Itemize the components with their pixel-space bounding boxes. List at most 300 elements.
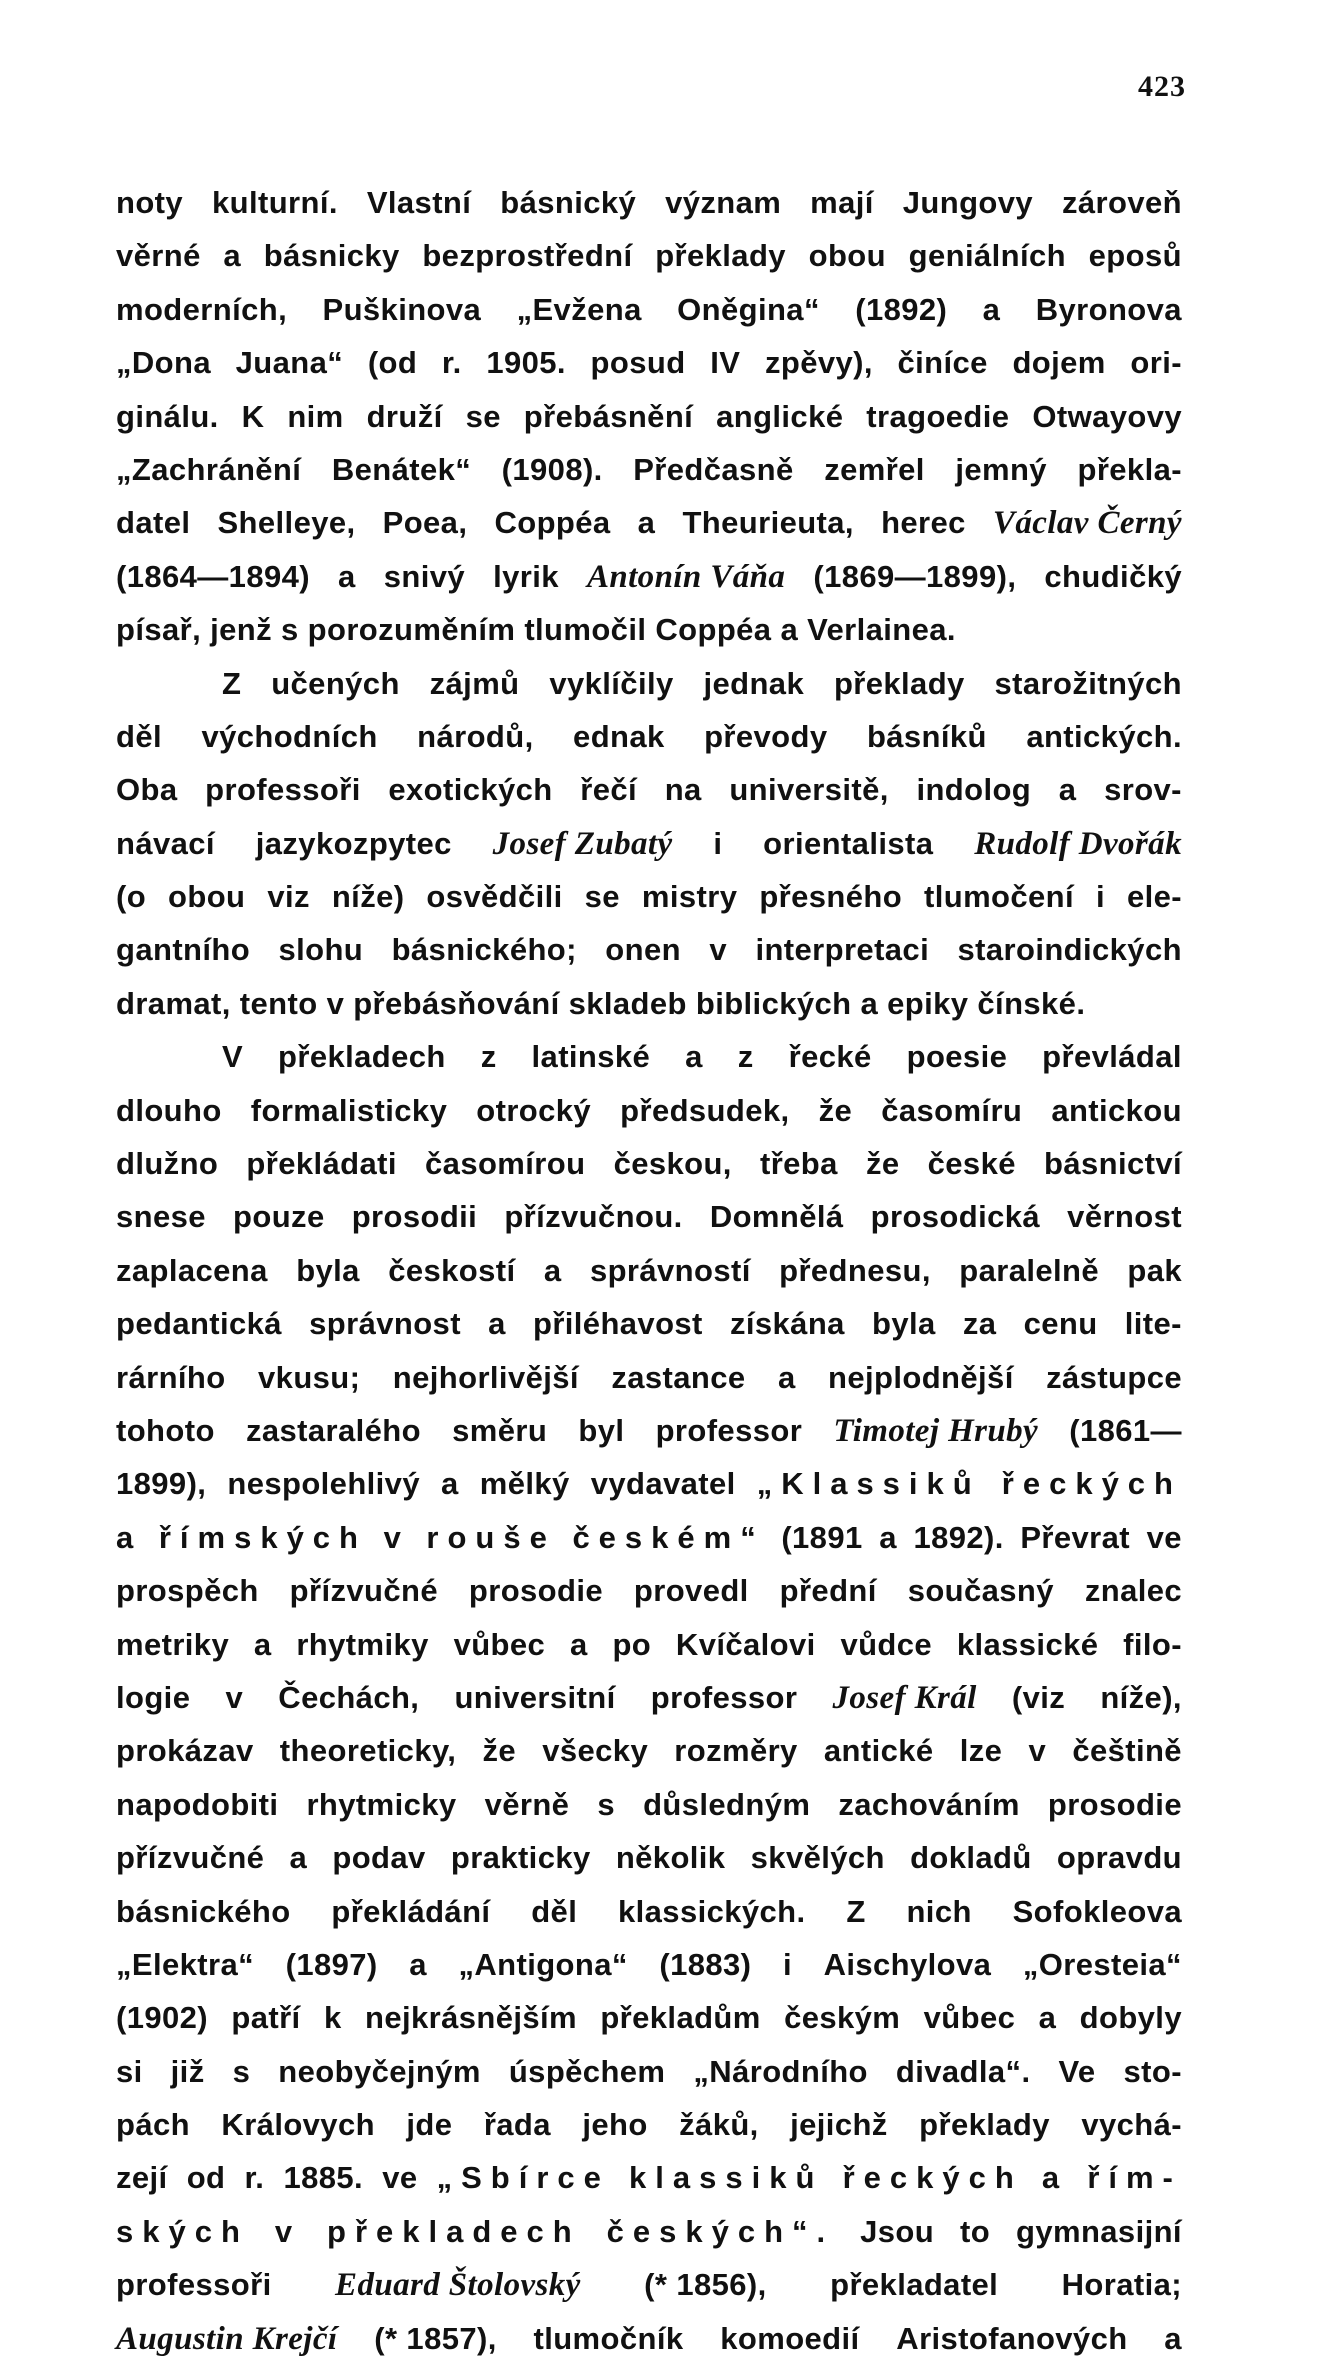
- word: východních: [201, 718, 378, 754]
- italic-name: Rudolf Dvořák: [974, 825, 1182, 862]
- word: anglické: [716, 398, 844, 434]
- word: a: [685, 1039, 703, 1075]
- word: staroindických: [957, 932, 1182, 968]
- word: Z: [222, 665, 242, 701]
- word: a: [289, 1840, 308, 1876]
- word: rhytmiky: [296, 1626, 429, 1662]
- word: (* 1857),: [374, 2320, 497, 2356]
- text-line: [116, 977, 1182, 1030]
- word: přední: [779, 1573, 877, 1609]
- text-line: [116, 1084, 1182, 1137]
- word: řečí: [580, 772, 638, 808]
- word: návací: [116, 825, 215, 861]
- word: tragoedie: [866, 398, 1010, 434]
- word: „Oresteia“: [1022, 1946, 1182, 1982]
- word: přízvučnou.: [504, 1199, 683, 1235]
- word: 1905.: [486, 345, 566, 381]
- word: gymnasijní: [1016, 2213, 1182, 2249]
- word: ednak: [573, 718, 665, 754]
- word: ori-: [1130, 345, 1182, 381]
- word: zastaralého: [245, 1412, 421, 1448]
- word: překladatel: [830, 2267, 999, 2303]
- word: ele-: [1126, 879, 1182, 915]
- text-line: [116, 176, 1182, 229]
- word: mají: [810, 185, 874, 220]
- word: „Zachránění: [116, 451, 302, 487]
- word: básnického: [116, 1893, 291, 1929]
- word: jemný: [955, 451, 1047, 487]
- word: níže): [331, 879, 405, 915]
- word: Byronova: [1035, 291, 1182, 327]
- word: překladech: [278, 1039, 446, 1075]
- spaced-title: v: [383, 1519, 410, 1555]
- word: Kvíčalovi: [675, 1626, 816, 1662]
- word: získána: [729, 1306, 845, 1342]
- word: že: [482, 1733, 517, 1769]
- text-line: [116, 283, 1182, 336]
- word: Oba: [116, 772, 178, 808]
- italic-name: Václav Černý: [992, 505, 1182, 542]
- word: pách: [116, 2107, 190, 2143]
- word: s: [597, 1786, 616, 1822]
- word: českou,: [613, 1146, 732, 1182]
- word: patří: [231, 2000, 301, 2036]
- word: professoři: [205, 772, 361, 808]
- text-line: [116, 2312, 1182, 2365]
- word: překla-: [1077, 451, 1182, 487]
- word: prosodii: [351, 1199, 478, 1235]
- word: klassické: [956, 1626, 1099, 1662]
- word: a: [1058, 772, 1077, 808]
- word: děl: [116, 718, 162, 754]
- word: K: [241, 398, 265, 434]
- text-line: [116, 1564, 1182, 1617]
- word: „Dona: [116, 345, 211, 381]
- word: nespolehlivý: [227, 1466, 420, 1502]
- word: (* 1856),: [644, 2267, 767, 2303]
- word: jednak: [703, 665, 805, 701]
- word: i: [782, 1946, 792, 1982]
- word: zájmů: [429, 665, 520, 701]
- word: věrně: [484, 1786, 570, 1822]
- word: básnického;: [391, 932, 577, 968]
- spaced-title: rouše: [426, 1519, 556, 1555]
- word: byla: [296, 1252, 360, 1288]
- word: (1869—1899),: [813, 558, 1017, 594]
- word: přebásnění: [523, 398, 694, 434]
- word: sto-: [1123, 2053, 1182, 2089]
- word: ve: [1146, 1519, 1182, 1555]
- word: (1902): [116, 2000, 209, 2036]
- word: Královych: [221, 2107, 375, 2143]
- word: 1885.: [283, 2160, 364, 2196]
- word: interpretaci: [755, 932, 930, 968]
- spaced-title: a: [1041, 2160, 1069, 2196]
- word: Aristofanových: [896, 2320, 1128, 2356]
- text-line: [116, 2045, 1182, 2098]
- text-line: [116, 390, 1182, 443]
- text-line: [116, 1137, 1182, 1190]
- word: „Evžena: [516, 291, 642, 327]
- word: prokázav: [116, 1733, 254, 1769]
- word: přiléhavost: [532, 1306, 703, 1342]
- text-line: [116, 229, 1182, 282]
- word: a: [777, 1359, 796, 1395]
- word: filo-: [1123, 1626, 1182, 1662]
- word: byla: [872, 1306, 936, 1342]
- word: universitě,: [729, 772, 889, 808]
- word: Vlastní: [366, 185, 472, 220]
- text-line: [116, 1671, 1182, 1724]
- word: zpěvy),: [764, 345, 873, 381]
- word: časomírou: [425, 1146, 586, 1182]
- text-line: [116, 1511, 1182, 1564]
- body-text: [116, 176, 1182, 2365]
- spaced-title: českém“: [572, 1519, 765, 1555]
- word: indolog: [916, 772, 1032, 808]
- word: professor: [655, 1412, 803, 1448]
- word: „Národního: [693, 2053, 868, 2089]
- text-line: [116, 817, 1182, 870]
- word: Předčasně: [633, 451, 794, 487]
- word: převládal: [1042, 1039, 1182, 1075]
- word: zaplacena: [116, 1252, 268, 1288]
- word: a: [1164, 2320, 1182, 2356]
- paragraph-first-line: [116, 657, 1182, 710]
- word: vyklíčily: [549, 665, 674, 701]
- word: časomíru: [881, 1092, 1023, 1128]
- page-number: 423: [1138, 70, 1186, 103]
- word: lite-: [1124, 1306, 1182, 1342]
- word: jeho: [582, 2107, 648, 2143]
- word: Převrat: [1020, 1519, 1131, 1555]
- word: a: [409, 1946, 427, 1982]
- word: vůdce: [840, 1626, 933, 1662]
- word: v: [225, 1679, 244, 1715]
- word: činíce: [897, 345, 988, 381]
- word: obou: [168, 879, 246, 915]
- word: opravdu: [1056, 1840, 1182, 1876]
- word: orientalista: [763, 825, 934, 861]
- word: professor: [650, 1679, 798, 1715]
- word: chudičký: [1044, 558, 1182, 594]
- word: po: [612, 1626, 652, 1662]
- spaced-title: řím-: [1087, 2160, 1182, 2196]
- word: byl: [578, 1412, 625, 1448]
- word: děl: [531, 1893, 578, 1929]
- word: r.: [244, 2160, 265, 2196]
- word: Aischylova: [823, 1946, 992, 1982]
- word: básnicky: [263, 238, 400, 274]
- spaced-title: „Klassiků: [756, 1466, 981, 1502]
- word: českým: [784, 2000, 901, 2036]
- word: zároveň: [1061, 185, 1182, 220]
- word: tlumočník: [533, 2320, 684, 2356]
- word: a: [253, 1626, 272, 1662]
- word: správností: [589, 1252, 751, 1288]
- word: rárního: [116, 1359, 226, 1395]
- spaced-title: a: [116, 1519, 143, 1555]
- word: češtině: [1072, 1733, 1182, 1769]
- italic-name: Josef Král: [832, 1679, 977, 1716]
- word: nejkrásnějším: [364, 2000, 577, 2036]
- word: že: [818, 1092, 853, 1128]
- word: snese: [116, 1199, 206, 1235]
- text-line: [116, 1724, 1182, 1777]
- word: v: [1028, 1733, 1047, 1769]
- word: srov-: [1104, 772, 1182, 808]
- text-line: [116, 1457, 1182, 1510]
- word: české: [927, 1146, 1016, 1182]
- word: a: [1038, 2000, 1057, 2036]
- text-line: [116, 2258, 1182, 2311]
- word: Theurieuta,: [682, 505, 854, 541]
- text-line: [116, 550, 1182, 603]
- word: překládání: [331, 1893, 491, 1929]
- word: metriky: [116, 1626, 230, 1662]
- spaced-title: českých“.: [606, 2213, 835, 2249]
- word: provedl: [633, 1573, 749, 1609]
- italic-name: Augustin Krejčí: [116, 2320, 338, 2357]
- word: vůbec: [453, 1626, 546, 1662]
- word: básnický: [500, 185, 637, 220]
- word: i: [1095, 879, 1105, 915]
- word: pouze: [233, 1199, 325, 1235]
- word: latinské: [531, 1039, 651, 1075]
- word: napodobiti: [116, 1786, 279, 1822]
- word: národů,: [417, 718, 534, 754]
- word: (od: [367, 345, 418, 381]
- word: zejí: [116, 2160, 168, 2196]
- word: Otwayovy: [1032, 398, 1182, 434]
- word: Jsou: [860, 2213, 935, 2249]
- word: a: [223, 238, 242, 274]
- text-line: [116, 2151, 1182, 2204]
- word: českostí: [388, 1252, 516, 1288]
- word: dojem: [1012, 345, 1106, 381]
- word: nich: [906, 1893, 972, 1929]
- word: snivý: [383, 558, 466, 594]
- text-line: [116, 2098, 1182, 2151]
- word: s: [232, 2053, 251, 2089]
- spaced-title: řeckých: [1001, 1466, 1182, 1502]
- word: z: [737, 1039, 754, 1075]
- word: neobyčejným: [278, 2053, 481, 2089]
- word: prakticky: [450, 1840, 591, 1876]
- spaced-title: ských: [116, 2213, 249, 2249]
- italic-name: Josef Zubatý: [492, 825, 673, 862]
- word: universitní: [454, 1679, 616, 1715]
- word: několik: [615, 1840, 726, 1876]
- text-line: [116, 443, 1182, 496]
- word: prosodická: [870, 1199, 1041, 1235]
- word: na: [664, 772, 702, 808]
- word: dlouho: [116, 1092, 222, 1128]
- word: rozměry: [674, 1733, 798, 1769]
- word: prosodie: [468, 1573, 603, 1609]
- word: Z: [846, 1893, 866, 1929]
- word: směru: [452, 1412, 548, 1448]
- word: překládati: [246, 1146, 397, 1182]
- word: mělký: [479, 1466, 570, 1502]
- word: písař, jenž s porozuměním tlumočil Coppéa a Verlainea.: [116, 612, 956, 648]
- word: že: [865, 1146, 900, 1182]
- word: předsudek,: [620, 1092, 790, 1128]
- word: vůbec: [923, 2000, 1016, 2036]
- word: a: [569, 1626, 588, 1662]
- word: (1892): [855, 291, 948, 327]
- word: slohu: [278, 932, 364, 968]
- word: zemřel: [824, 451, 925, 487]
- word: antických.: [1026, 718, 1182, 754]
- word: professoři: [116, 2267, 272, 2303]
- word: (1891: [781, 1519, 863, 1555]
- spaced-title: v: [274, 2213, 302, 2249]
- word: ve: [382, 2160, 418, 2196]
- italic-name: Antonín Váňa: [586, 558, 786, 595]
- word: bezprostřední: [422, 238, 633, 274]
- word: obou: [808, 238, 886, 274]
- word: lze: [959, 1733, 1003, 1769]
- word: se: [465, 398, 501, 434]
- word: tlumočení: [924, 879, 1075, 915]
- text-line: [116, 496, 1182, 549]
- word: (1883): [659, 1946, 752, 1982]
- word: 1899),: [116, 1466, 207, 1502]
- word: vydavatel: [590, 1466, 736, 1502]
- word: jejichž: [790, 2107, 888, 2143]
- text-line: [116, 1778, 1182, 1831]
- word: podav: [332, 1840, 426, 1876]
- word: dlužno: [116, 1146, 219, 1182]
- word: Horatia;: [1061, 2267, 1182, 2303]
- word: přesného: [759, 879, 903, 915]
- word: (1908).: [501, 451, 603, 487]
- spaced-title: „Sbírce: [436, 2160, 610, 2196]
- word: r.: [441, 345, 462, 381]
- word: význam: [665, 185, 782, 220]
- word: řecké: [788, 1039, 872, 1075]
- word: od: [186, 2160, 226, 2196]
- word: za: [962, 1306, 997, 1342]
- word: v: [709, 932, 728, 968]
- word: lyrik: [493, 558, 559, 594]
- word: jde: [406, 2107, 453, 2143]
- word: a: [637, 505, 656, 541]
- word: zastance: [611, 1359, 746, 1395]
- word: Juana“: [235, 345, 344, 381]
- word: onen: [605, 932, 681, 968]
- word: tohoto: [116, 1412, 215, 1448]
- text-line: [116, 1991, 1182, 2044]
- word: a: [338, 558, 356, 594]
- word: antické: [823, 1733, 934, 1769]
- word: vkusu;: [258, 1359, 361, 1395]
- word: cenu: [1023, 1306, 1098, 1342]
- word: a: [441, 1466, 459, 1502]
- text-line: [116, 763, 1182, 816]
- word: a: [879, 1519, 897, 1555]
- word: Čechách,: [278, 1679, 420, 1715]
- word: posud: [590, 345, 686, 381]
- word: otrocký: [476, 1092, 592, 1128]
- word: Coppéa: [494, 505, 611, 541]
- word: moderních,: [116, 291, 288, 327]
- word: klassických.: [618, 1893, 806, 1929]
- word: prospěch: [116, 1573, 259, 1609]
- word: zachováním: [838, 1786, 1020, 1822]
- word: překladům: [600, 2000, 761, 2036]
- text-line: [116, 2205, 1182, 2258]
- word: (1861—: [1069, 1412, 1182, 1448]
- word: se: [584, 879, 620, 915]
- word: Oněgina“: [677, 291, 820, 327]
- word: vychá-: [1081, 2107, 1182, 2143]
- word: Poea,: [382, 505, 468, 541]
- word: noty: [116, 185, 184, 220]
- word: nejplodnější: [828, 1359, 1014, 1395]
- word: správnost: [309, 1306, 461, 1342]
- word: k: [323, 2000, 342, 2036]
- word: dramat, tento v přebásňování skladeb biblických a epiky čínské.: [116, 985, 1086, 1021]
- word: učených: [271, 665, 400, 701]
- word: exotických: [388, 772, 553, 808]
- text-line: [116, 1244, 1182, 1297]
- word: (viz: [1011, 1679, 1066, 1715]
- word: dobyly: [1079, 2000, 1182, 2036]
- word: si: [116, 2053, 143, 2089]
- word: prosodie: [1047, 1786, 1182, 1822]
- text-line: [116, 1831, 1182, 1884]
- italic-name: Timotej Hrubý: [833, 1412, 1039, 1449]
- word: Puškinova: [322, 291, 482, 327]
- text-line: [116, 1297, 1182, 1350]
- word: Sofokleova: [1012, 1893, 1182, 1929]
- word: herec: [881, 505, 966, 541]
- word: antickou: [1051, 1092, 1182, 1128]
- word: básnictví: [1044, 1146, 1182, 1182]
- word: V: [222, 1039, 244, 1075]
- word: žáků,: [679, 2107, 759, 2143]
- word: kulturní.: [212, 185, 338, 220]
- spaced-title: překladech: [327, 2213, 581, 2249]
- word: již: [170, 2053, 205, 2089]
- word: Benátek“: [331, 451, 472, 487]
- word: řada: [483, 2107, 551, 2143]
- text-line: [116, 1351, 1182, 1404]
- word: geniálních: [908, 238, 1066, 274]
- italic-name: Eduard Štolovský: [335, 2267, 581, 2304]
- word: nim: [287, 398, 344, 434]
- text-line: [116, 603, 1182, 656]
- word: dokladů: [910, 1840, 1032, 1876]
- word: skvělých: [750, 1840, 885, 1876]
- word: nejhorlivější: [392, 1359, 579, 1395]
- word: přednesu,: [779, 1252, 931, 1288]
- word: (o: [116, 879, 147, 915]
- word: úspěchem: [508, 2053, 666, 2089]
- word: mistry: [641, 879, 738, 915]
- word: datel: [116, 505, 191, 541]
- word: a: [488, 1306, 506, 1342]
- word: převody: [704, 718, 828, 754]
- text-line: [116, 1190, 1182, 1243]
- word: překlady: [655, 238, 786, 274]
- word: třeba: [759, 1146, 838, 1182]
- text-line: [116, 1885, 1182, 1938]
- word: a: [982, 291, 1001, 327]
- word: komoedií: [720, 2320, 860, 2356]
